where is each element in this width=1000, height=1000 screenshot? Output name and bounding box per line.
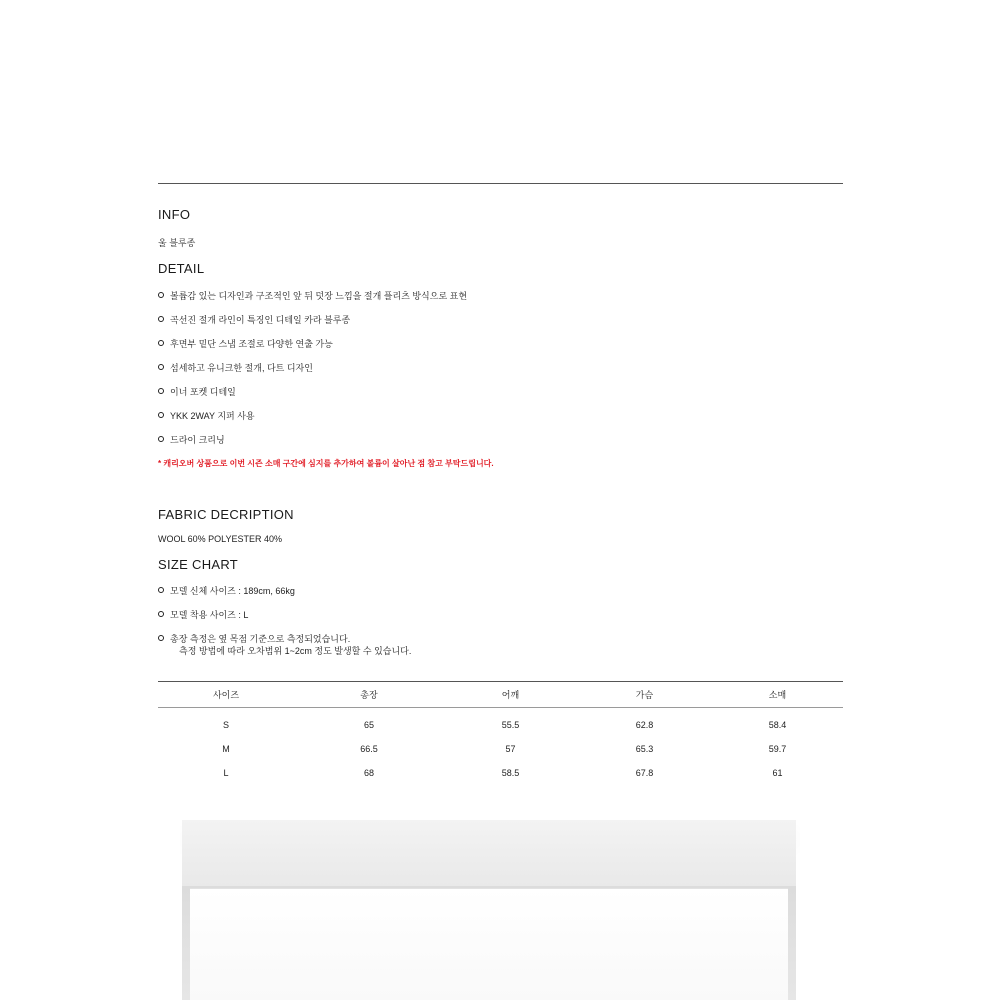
table-cell: 67.8 (635, 768, 654, 778)
pedestal-front (190, 888, 788, 1000)
table-cell: 68 (363, 768, 374, 778)
detail-item-text: 후면부 밑단 스냅 조절로 다양한 연출 가능 (170, 339, 333, 349)
size-note (158, 609, 248, 621)
table-cell: M (222, 744, 230, 754)
table-cell: 65 (363, 720, 374, 730)
table-cell: L (223, 768, 229, 778)
bullet-circle-icon (158, 364, 164, 370)
bullet-circle-icon (158, 292, 164, 298)
fabric-heading: FABRIC DECRIPTION (158, 507, 294, 522)
column-header: 사이즈 (212, 690, 240, 700)
detail-item-text: 이너 포켓 디테일 (170, 387, 236, 397)
bullet-circle-icon (158, 340, 164, 346)
bullet-circle-icon (158, 388, 164, 394)
detail-item (158, 362, 313, 374)
pedestal-top (182, 820, 796, 886)
table-row (158, 713, 843, 737)
detail-item (158, 386, 236, 398)
size-note-text: 모델 착용 사이즈 : L (170, 610, 249, 620)
table-cell: 66.5 (360, 744, 378, 754)
table-row (158, 737, 843, 761)
fabric-composition: WOOL 60% POLYESTER 40% (158, 534, 283, 544)
detail-item-text: 섬세하고 유니크한 절개, 다트 디자인 (170, 363, 313, 373)
table-header-row (158, 682, 843, 707)
size-table (158, 681, 843, 785)
bullet-circle-icon (158, 611, 164, 617)
bullet-circle-icon (158, 316, 164, 322)
detail-item (158, 314, 350, 326)
size-note-line: 총장 측정은 옆 목점 기준으로 측정되었습니다. (170, 634, 351, 644)
size-chart-heading: SIZE CHART (158, 557, 239, 572)
table-cell: S (222, 720, 229, 730)
table-cell: 58.4 (768, 720, 787, 730)
detail-item (158, 290, 467, 302)
detail-item (158, 338, 333, 350)
table-cell: 65.3 (635, 744, 654, 754)
table-cell: 55.5 (501, 720, 520, 730)
detail-item-text: YKK 2WAY 지퍼 사용 (170, 411, 255, 421)
top-divider (158, 183, 843, 184)
detail-heading: DETAIL (158, 261, 205, 276)
table-cell: 62.8 (635, 720, 654, 730)
table-cell: 58.5 (501, 768, 520, 778)
product-name: 울 블루종 (158, 238, 196, 248)
size-note-line: 측정 방법에 따라 오차범위 1~2cm 정도 발생할 수 있습니다. (179, 646, 412, 656)
info-heading: INFO (158, 207, 191, 222)
size-note (158, 633, 411, 657)
bullet-circle-icon (158, 635, 164, 641)
detail-item (158, 434, 225, 446)
size-note-text (170, 633, 411, 657)
column-header: 가슴 (635, 690, 654, 700)
column-header: 어깨 (501, 690, 520, 700)
detail-item-text: 곡선진 절개 라인이 특징인 디테일 카라 블루종 (170, 315, 351, 325)
bullet-circle-icon (158, 587, 164, 593)
detail-item-text: 드라이 크리닝 (170, 435, 225, 445)
carryover-notice: * 캐리오버 상품으로 이번 시즌 소매 구간에 심지를 추가하여 볼륨이 살아난 점 참고 부탁드립니다. (158, 459, 494, 468)
column-header: 소매 (768, 690, 787, 700)
bullet-circle-icon (158, 436, 164, 442)
display-pedestal-image (0, 800, 1000, 1000)
detail-item-text: 볼륨감 있는 디자인과 구조적인 앞 뒤 덧장 느낌을 절개 플리츠 방식으로 표현 (170, 291, 468, 301)
bullet-circle-icon (158, 412, 164, 418)
table-cell: 61 (772, 768, 783, 778)
size-note-text: 모델 신체 사이즈 : 189cm, 66kg (170, 586, 295, 596)
column-header: 총장 (360, 690, 378, 700)
table-row (158, 761, 843, 785)
table-cell: 57 (505, 744, 516, 754)
size-note (158, 585, 295, 597)
detail-item (158, 410, 255, 422)
table-cell: 59.7 (768, 744, 787, 754)
